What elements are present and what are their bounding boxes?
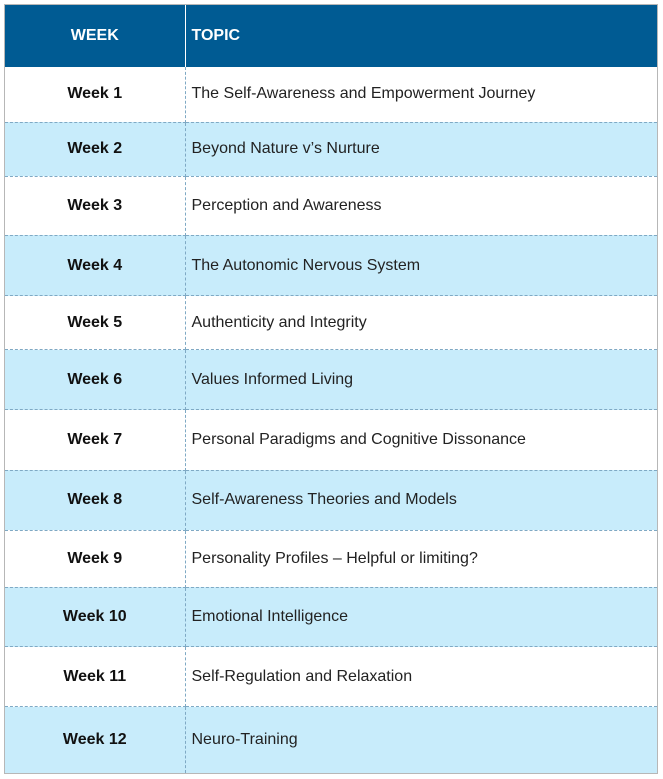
week-cell: Week 6 <box>5 350 185 410</box>
topic-cell: Personal Paradigms and Cognitive Dissonance <box>185 410 657 470</box>
table-row <box>5 530 657 587</box>
week-cell: Week 11 <box>5 647 185 707</box>
topic-cell: Perception and Awareness <box>185 176 657 235</box>
table-body <box>5 67 657 773</box>
topic-cell: Authenticity and Integrity <box>185 296 657 350</box>
week-cell: Week 4 <box>5 235 185 295</box>
week-cell: Week 7 <box>5 410 185 470</box>
topic-cell: Self-Awareness Theories and Models <box>185 470 657 530</box>
table-row <box>5 235 657 295</box>
topic-cell: Personality Profiles – Helpful or limiting? <box>185 530 657 587</box>
table-row <box>5 296 657 350</box>
table-row <box>5 707 657 773</box>
table-row <box>5 350 657 410</box>
table-row <box>5 587 657 646</box>
table-row <box>5 410 657 470</box>
topic-cell: The Self-Awareness and Empowerment Journey <box>185 67 657 122</box>
week-cell: Week 8 <box>5 470 185 530</box>
week-cell: Week 1 <box>5 67 185 122</box>
table-row <box>5 470 657 530</box>
week-cell: Week 12 <box>5 707 185 773</box>
table-row <box>5 176 657 235</box>
topic-cell: Beyond Nature v’s Nurture <box>185 122 657 176</box>
table-row <box>5 67 657 122</box>
week-cell: Week 2 <box>5 122 185 176</box>
header-topic: TOPIC <box>185 5 657 67</box>
table-row <box>5 647 657 707</box>
topic-cell: Self-Regulation and Relaxation <box>185 647 657 707</box>
topic-cell: Emotional Intelligence <box>185 587 657 646</box>
topic-cell: Values Informed Living <box>185 350 657 410</box>
week-cell: Week 10 <box>5 587 185 646</box>
table-header <box>5 5 657 67</box>
topic-cell: Neuro-Training <box>191 731 298 749</box>
schedule-table <box>5 5 657 773</box>
week-cell: Week 9 <box>5 530 185 587</box>
week-cell: Week 3 <box>5 176 185 235</box>
table-row <box>5 122 657 176</box>
week-cell: Week 5 <box>5 296 185 350</box>
topic-cell: The Autonomic Nervous System <box>185 235 657 295</box>
header-row <box>5 5 657 67</box>
header-week: WEEK <box>5 5 185 67</box>
schedule-table-frame <box>4 4 658 774</box>
